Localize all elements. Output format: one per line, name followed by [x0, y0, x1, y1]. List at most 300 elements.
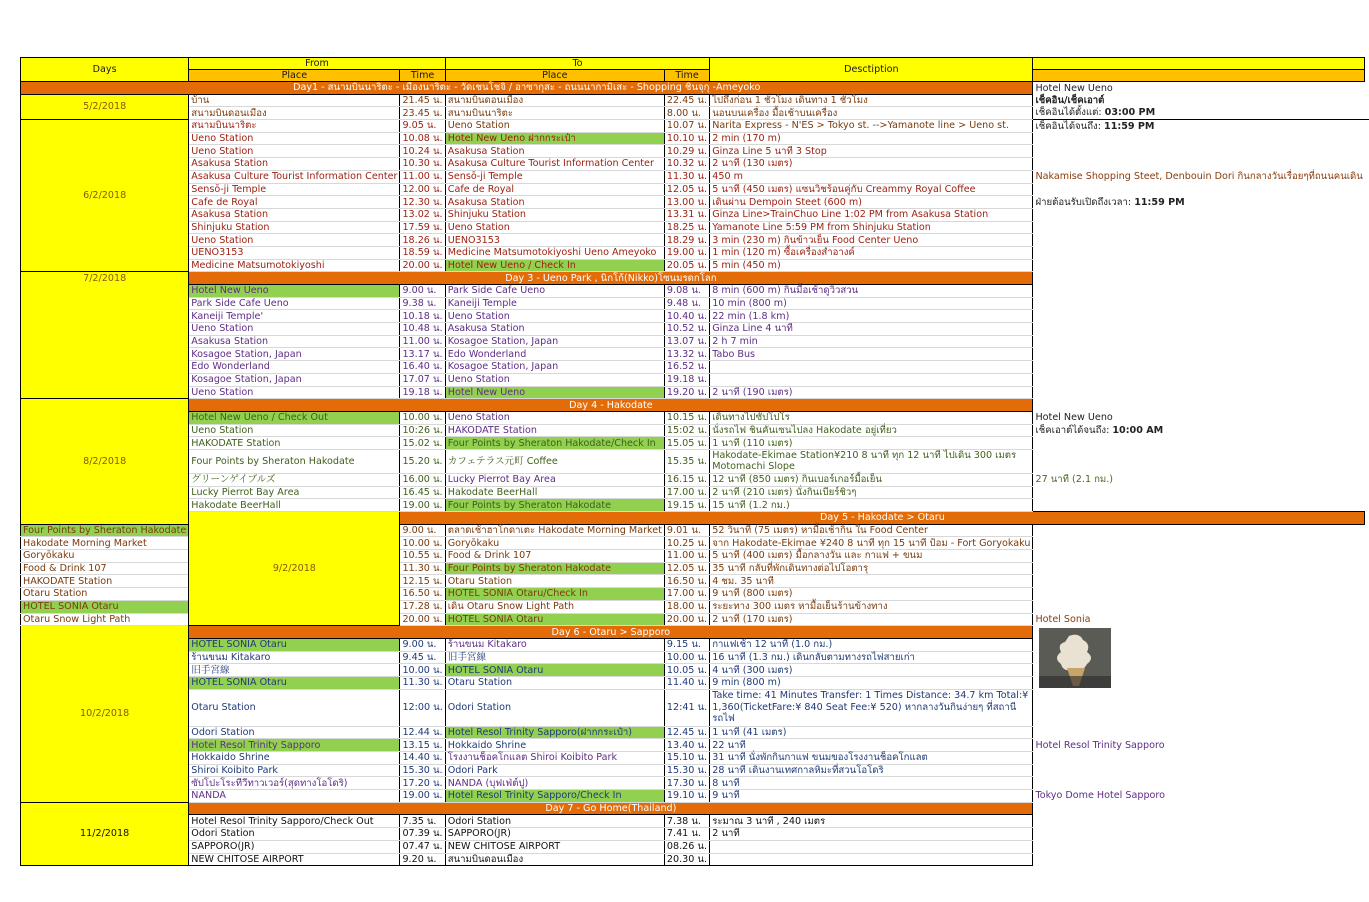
from-place: Hotel Resol Trinity Sapporo/Check Out [189, 815, 400, 828]
table-row [21, 386, 1369, 399]
to-place: Hotel New Ueno ฝากกระเป๋า [445, 132, 664, 145]
day4-banner: Day 4 - Hakodate [189, 399, 1033, 412]
to-place: UENO3153 [445, 234, 664, 247]
from-time: 13.17 น. [400, 348, 445, 361]
from-time: 12.30 น. [400, 196, 445, 209]
from-time: 13.02 น. [400, 208, 445, 221]
description: 450 m [710, 170, 1033, 183]
from-time: 10.55 น. [400, 550, 445, 563]
from-place: Odori Station [189, 726, 400, 739]
to-time: 19.18 น. [664, 373, 709, 386]
to-time: 15:02 น. [664, 424, 709, 437]
to-place: Kosagoe Station, Japan [445, 361, 664, 374]
to-place: Shinjuku Station [445, 208, 664, 221]
to-time: 7.41 น. [664, 828, 709, 841]
description: 22 min (1.8 km) [710, 310, 1033, 323]
to-time: 19.20 น. [664, 386, 709, 399]
description: Hakodate-Ekimae Station¥210 8 นาที ทุก 12 นาที ไปเดิน 300 เมตร Motomachi Slope [710, 449, 1033, 473]
to-time: 10.15 น. [664, 411, 709, 424]
day6-date: 10/2/2018 [21, 626, 189, 803]
from-time: 19.00 น. [400, 790, 445, 803]
description: 2 นาที (130 เมตร) [710, 158, 1033, 171]
itinerary-sheet [20, 57, 1363, 866]
table-row [21, 107, 1369, 120]
to-place: HOTEL SONIA Otaru [445, 613, 664, 626]
table-row [21, 739, 1369, 752]
from-time: 16.40 น. [400, 361, 445, 374]
from-place: Hotel New Ueno / Check Out [189, 411, 400, 424]
from-time: 18.59 น. [400, 246, 445, 259]
to-time: 9.48 น. [664, 297, 709, 310]
to-time: 9.08 น. [664, 285, 709, 298]
from-time: 10.48 น. [400, 323, 445, 336]
from-place: HAKODATE Station [21, 575, 189, 588]
from-time: 10.24 น. [400, 145, 445, 158]
from-time: 07.39 น. [400, 828, 445, 841]
table-row [21, 94, 1369, 107]
from-place: Ueno Station [189, 323, 400, 336]
from-time: 10.00 น. [400, 664, 445, 677]
from-time: 7.35 น. [400, 815, 445, 828]
to-time: 12.05 น. [664, 183, 709, 196]
from-time: 17.07 น. [400, 373, 445, 386]
from-time: 14.40 น. [400, 752, 445, 765]
to-time: 10.25 น. [664, 537, 709, 550]
from-place: Goryōkaku [21, 550, 189, 563]
description: 1 min (120 m) ซื้อเครื่องสำอางค์ [710, 246, 1033, 259]
description: 35 นาที กลับที่พักเดินทางต่อไปโอตารุ [710, 562, 1033, 575]
description: 9 min (800 m) [710, 676, 1033, 689]
table-row [21, 424, 1369, 437]
to-time: 10.07 น. [664, 120, 709, 133]
description: 9 นาที (800 เมตร) [710, 588, 1033, 601]
to-place: Hotel New Ueno / Check In [445, 259, 664, 272]
description [710, 361, 1033, 374]
to-place: Otaru Station [445, 676, 664, 689]
side-value: 11:59 PM [1134, 196, 1185, 208]
to-time: 10.40 น. [664, 310, 709, 323]
from-place: Edo Wonderland [189, 361, 400, 374]
day3-date: 7/2/2018 [21, 272, 189, 399]
to-time: 13.31 น. [664, 208, 709, 221]
to-time: 8.00 น. [664, 107, 709, 120]
to-time: 12.05 น. [664, 562, 709, 575]
to-place: NANDA (บุฟเฟ่ต์ปู) [445, 777, 664, 790]
from-time: 9.38 น. [400, 297, 445, 310]
description: 2 นาที [710, 828, 1033, 841]
side-value: 10:00 AM [1112, 424, 1164, 436]
to-place: Ueno Station [445, 411, 664, 424]
description: Yamanote Line 5:59 PM from Shinjuku Station [710, 221, 1033, 234]
description: 22 นาที [710, 739, 1033, 752]
from-time: 10.18 น. [400, 310, 445, 323]
from-place: Ueno Station [189, 424, 400, 437]
table-row [21, 196, 1369, 209]
from-time: 10.30 น. [400, 158, 445, 171]
table-row [21, 234, 1369, 247]
header-to: To [445, 58, 709, 70]
from-time: 11.00 น. [400, 170, 445, 183]
to-place: สนามบินนาริตะ [445, 107, 664, 120]
from-place: Medicine Matsumotokiyoshi [189, 259, 400, 272]
to-place: Hotel Resol Trinity Sapporo/Check In [445, 790, 664, 803]
description: 4 นาที (300 เมตร) [710, 664, 1033, 677]
from-place: Asakusa Station [189, 208, 400, 221]
from-place: Odori Station [189, 828, 400, 841]
description: Narita Express - N'ES > Tokyo st. -->Yamanote line > Ueno st. [710, 120, 1033, 133]
description: Tabo Bus [710, 348, 1033, 361]
side-label: เช็คเอาต์ได้จนถึง: [1035, 424, 1113, 436]
description: 2 นาที (190 เมตร) [710, 386, 1033, 399]
from-time: 11.30 น. [400, 676, 445, 689]
side-note: Hotel New Ueno [1035, 412, 1113, 424]
from-place: Sensō-ji Temple [189, 183, 400, 196]
from-time: 21.45 น. [400, 94, 445, 107]
table-row [21, 411, 1369, 424]
table-row [21, 764, 1369, 777]
header-to-time: Time [664, 70, 709, 82]
description: Take time: 41 Minutes Transfer: 1 Times Distance: 34.7 km Total:¥ 1,360(TicketFare:¥ 840 Seat Fee:¥ 520) หากลางวันกินง่ายๆ ที่สถานีรถไฟ [710, 689, 1033, 726]
table-row [21, 183, 1369, 196]
from-place: สนามบินดอนเมือง [189, 107, 400, 120]
from-time: 15.02 น. [400, 437, 445, 450]
to-place: Ueno Station [445, 120, 664, 133]
to-time: 10.00 น. [664, 651, 709, 664]
to-time: 22.45 น. [664, 94, 709, 107]
to-place: HAKODATE Station [445, 424, 664, 437]
table-row [21, 790, 1369, 803]
side-label: เช็คอินได้ตั้งแต่: [1035, 107, 1105, 119]
side-value: 03:00 PM [1104, 107, 1156, 119]
description: ระยะทาง 300 เมตร หามื้อเย็นร้านข้างทาง [710, 600, 1033, 613]
table-row [21, 815, 1369, 828]
header-from-place: Place [189, 70, 400, 82]
day7-date: 11/2/2018 [21, 802, 189, 865]
from-time: 17.59 น. [400, 221, 445, 234]
from-place: Shinjuku Station [189, 221, 400, 234]
to-place: HOTEL SONIA Otaru [445, 664, 664, 677]
from-time: 16.45 น. [400, 486, 445, 499]
description: 2 min (170 m) [710, 132, 1033, 145]
description: Ginza Line>TrainChuo Line 1:02 PM from Asakusa Station [710, 208, 1033, 221]
to-place: Medicine Matsumotokiyoshi Ueno Ameyoko [445, 246, 664, 259]
to-time: 13.00 น. [664, 196, 709, 209]
description: 8 นาที [710, 777, 1033, 790]
header-days: Days [21, 58, 189, 82]
to-time: 11.00 น. [664, 550, 709, 563]
to-place: 旧手宮線 [445, 651, 664, 664]
to-time: 20.30 น. [664, 853, 709, 866]
to-place: โรงงานช็อคโกแลต Shiroi Koibito Park [445, 752, 664, 765]
header-to-place: Place [445, 70, 664, 82]
description: เดินทางไปซัปโปโร [710, 411, 1033, 424]
to-place: Asakusa Station [445, 323, 664, 336]
to-place: NEW CHITOSE AIRPORT [445, 840, 664, 853]
from-place: HOTEL SONIA Otaru [21, 600, 189, 613]
to-place: Odori Station [445, 689, 664, 726]
day1-date: 5/2/2018 [21, 94, 189, 119]
table-row [21, 437, 1369, 450]
from-time: 9.00 น. [400, 285, 445, 298]
header-description: Desctiption [710, 58, 1033, 82]
side-note: เช็คอิน/เช็คเอาต์ [1035, 95, 1105, 107]
from-time: 23.45 น. [400, 107, 445, 120]
from-time: 17.28 น. [400, 600, 445, 613]
from-place: Food & Drink 107 [21, 562, 189, 575]
from-time: 20.00 น. [400, 259, 445, 272]
side-note: Tokyo Dome Hotel Sapporo [1035, 790, 1166, 802]
from-time: 07.47 น. [400, 840, 445, 853]
description: นั่งรถไฟ ชินคันเซนไปลง Hakodate อยู่เที่ยว [710, 424, 1033, 437]
to-time: 7.38 น. [664, 815, 709, 828]
description: 2 h 7 min [710, 335, 1033, 348]
to-time: 18.25 น. [664, 221, 709, 234]
description: 52 วินาที (75 เมตร) หามื้อเช้ากิน ใน Food Center [710, 524, 1033, 537]
to-place: Four Points by Sheraton Hakodate/Check In [445, 437, 664, 450]
description: 4 ชม. 35 นาที [710, 575, 1033, 588]
description: 8 min (600 m) กินมื้อเช้าดูวิวสวน [710, 285, 1033, 298]
to-time: 15.05 น. [664, 437, 709, 450]
to-time: 19.10 น. [664, 790, 709, 803]
table-row [21, 158, 1369, 171]
table-row [21, 499, 1369, 512]
from-place: Kosagoe Station, Japan [189, 348, 400, 361]
from-time: 12.00 น. [400, 183, 445, 196]
to-place: สนามบินดอนเมือง [445, 853, 664, 866]
table-row [21, 449, 1369, 473]
to-place: Otaru Station [445, 575, 664, 588]
day1-side-hotel: Hotel New Ueno [1035, 82, 1113, 94]
to-place: Asakusa Station [445, 145, 664, 158]
from-time: 18.26 น. [400, 234, 445, 247]
table-row [21, 373, 1369, 386]
to-place: Hakodate BeerHall [445, 486, 664, 499]
description: กาแฟเช้า 12 นาที (1.0 กม.) [710, 638, 1033, 651]
table-row [21, 348, 1369, 361]
from-time: 12:00 น. [400, 689, 445, 726]
day2-date: 6/2/2018 [21, 120, 189, 272]
from-place: Kaneiji Temple' [189, 310, 400, 323]
table-row [21, 145, 1369, 158]
to-time: 19.00 น. [664, 246, 709, 259]
to-time: 13.07 น. [664, 335, 709, 348]
to-place: Ueno Station [445, 221, 664, 234]
from-place: Ueno Station [189, 386, 400, 399]
description: 31 นาที นั่งพักกินกาแฟ ขนมของโรงงานช็อคโกแลต [710, 752, 1033, 765]
to-time: 10.32 น. [664, 158, 709, 171]
from-place: Asakusa Station [189, 158, 400, 171]
table-row [21, 221, 1369, 234]
from-place: 旧手宮線 [189, 664, 400, 677]
from-place: Asakusa Station [189, 335, 400, 348]
description [710, 840, 1033, 853]
from-time: 19.18 น. [400, 386, 445, 399]
description [710, 853, 1033, 866]
to-time: 10.52 น. [664, 323, 709, 336]
table-row [21, 726, 1369, 739]
day7-banner: Day 7 - Go Home(Thailand) [189, 802, 1033, 815]
from-time: 17.20 น. [400, 777, 445, 790]
from-place: Hakodate BeerHall [189, 499, 400, 512]
table-row [21, 689, 1369, 726]
from-place: Lucky Pierrot Bay Area [189, 486, 400, 499]
to-time: 10.29 น. [664, 145, 709, 158]
from-place: Otaru Station [189, 689, 400, 726]
from-time: 16.00 น. [400, 473, 445, 486]
to-time: 9.01 น. [664, 524, 709, 537]
from-place: NEW CHITOSE AIRPORT [189, 853, 400, 866]
side-note: 27 นาที (2.1 กม.) [1035, 474, 1114, 486]
description: 3 min (230 m) กินข้าวเย็น Food Center Ueno [710, 234, 1033, 247]
from-time: 9.45 น. [400, 651, 445, 664]
description: 1 นาที (110 เมตร) [710, 437, 1033, 450]
to-place: Kaneiji Temple [445, 297, 664, 310]
from-time: 10:26 น. [400, 424, 445, 437]
to-place: สนามบินดอนเมือง [445, 94, 664, 107]
to-time: 17.00 น. [664, 486, 709, 499]
to-place: カフェテラス元町 Coffee [445, 449, 664, 473]
description [710, 373, 1033, 386]
to-place: ตลาดเช้าฮาโกดาเตะ Hakodate Morning Market [445, 524, 664, 537]
description: 1 นาที (41 เมตร) [710, 726, 1033, 739]
from-time: 15.30 น. [400, 764, 445, 777]
description: 2 นาที (210 เมตร) นั่งกินเบียร์ชิวๆ [710, 486, 1033, 499]
from-time: 9.00 น. [400, 524, 445, 537]
from-place: Four Points by Sheraton Hakodate [21, 524, 189, 537]
from-place: UENO3153 [189, 246, 400, 259]
table-row [21, 297, 1369, 310]
from-place: Hotel New Ueno [189, 285, 400, 298]
from-place: HAKODATE Station [189, 437, 400, 450]
from-time: 20.00 น. [400, 613, 445, 626]
table-row [21, 285, 1369, 298]
from-place: Kosagoe Station, Japan [189, 373, 400, 386]
to-place: Sensō-ji Temple [445, 170, 664, 183]
to-place: Ueno Station [445, 373, 664, 386]
from-time: 19.00 น. [400, 499, 445, 512]
to-time: 16.15 น. [664, 473, 709, 486]
to-place: Park Side Cafe Ueno [445, 285, 664, 298]
from-place: HOTEL SONIA Otaru [189, 676, 400, 689]
to-time: 13.40 น. [664, 739, 709, 752]
description: 12 นาที (850 เมตร) กินเบอร์เกอร์มื้อเย็น [710, 473, 1033, 486]
table-row [21, 853, 1369, 866]
to-time: 15.30 น. [664, 764, 709, 777]
to-time: 17.00 น. [664, 588, 709, 601]
to-place: ร้านขนม Kitakaro [445, 638, 664, 651]
table-row [21, 246, 1369, 259]
from-place: บ้าน [189, 94, 400, 107]
to-place: Four Points by Sheraton Hakodate [445, 562, 664, 575]
to-time: 12:41 น. [664, 689, 709, 726]
itinerary-table [20, 57, 1369, 866]
to-time: 20.00 น. [664, 613, 709, 626]
to-place: Hokkaido Shrine [445, 739, 664, 752]
table-row [21, 310, 1369, 323]
description: ระมาณ 3 นาที , 240 เมตร [710, 815, 1033, 828]
side-value: 11:59 PM [1104, 120, 1155, 132]
from-place: Ueno Station [189, 132, 400, 145]
to-place: Lucky Pierrot Bay Area [445, 473, 664, 486]
side-note: Hotel Sonia [1035, 613, 1091, 625]
to-place: Goryōkaku [445, 537, 664, 550]
from-time: 10.08 น. [400, 132, 445, 145]
description: ไปถึงก่อน 1 ชั่วโมง เดินทาง 1 ชั่วโมง [710, 94, 1033, 107]
from-place: SAPPORO(JR) [189, 840, 400, 853]
to-place: Odori Park [445, 764, 664, 777]
soft-serve-photo [1039, 628, 1111, 688]
description: 2 นาที (170 เมตร) [710, 613, 1033, 626]
from-place: Ueno Station [189, 234, 400, 247]
to-time: 19.15 น. [664, 499, 709, 512]
from-place: Hakodate Morning Market [21, 537, 189, 550]
table-row [21, 361, 1369, 374]
table-row [21, 777, 1369, 790]
from-place: Asakusa Culture Tourist Information Center [189, 170, 400, 183]
table-row [21, 752, 1369, 765]
description: Ginza Line 4 นาที [710, 323, 1033, 336]
table-row [21, 486, 1369, 499]
to-time: 15.35 น. [664, 449, 709, 473]
description: เดินผ่าน Dempoin Steet (600 m) [710, 196, 1033, 209]
from-place: Ueno Station [189, 145, 400, 158]
table-row [21, 473, 1369, 486]
table-row [21, 132, 1369, 145]
from-place: Shiroi Koibito Park [189, 764, 400, 777]
to-time: 20.05 น. [664, 259, 709, 272]
to-time: 18.29 น. [664, 234, 709, 247]
to-time: 08.26 น. [664, 840, 709, 853]
to-time: 17.30 น. [664, 777, 709, 790]
side-note: Hotel Resol Trinity Sapporo [1035, 739, 1165, 751]
table-row [21, 259, 1369, 272]
to-place: Hotel Resol Trinity Sapporo(ฝากกระเป๋า) [445, 726, 664, 739]
to-place: Four Points by Sheraton Hakodate [445, 499, 664, 512]
from-place: Hokkaido Shrine [189, 752, 400, 765]
to-place: SAPPORO(JR) [445, 828, 664, 841]
day1-banner: Day1 - สนามบินนาริตะ - เมืองนาริตะ - วัดเชนโชจิ / อาซากุสะ - ถนนนากามิเสะ - Shopping ชินจุกุ -Ameyoko [21, 82, 1033, 95]
description: 9 นาที [710, 790, 1033, 803]
table-row [21, 208, 1369, 221]
to-time: 11.30 น. [664, 170, 709, 183]
from-time: 12.44 น. [400, 726, 445, 739]
from-time: 9.20 น. [400, 853, 445, 866]
to-time: 10.05 น. [664, 664, 709, 677]
to-place: เดิน Otaru Snow Light Path [445, 600, 664, 613]
description: นอนบนเครื่อง มื้อเช้าบนเครื่อง [710, 107, 1033, 120]
to-place: Cafe de Royal [445, 183, 664, 196]
to-place: Ueno Station [445, 310, 664, 323]
description: จาก Hakodate-Ekimae ¥240 8 นาที ทุก 15 นาที ป้อม - Fort Goryokaku [710, 537, 1033, 550]
table-row [21, 840, 1369, 853]
from-place: NANDA [189, 790, 400, 803]
from-place: สนามบินนาริตะ [189, 120, 400, 133]
description: 5 min (450 m) [710, 259, 1033, 272]
from-time: 9.00 น. [400, 638, 445, 651]
to-place: Asakusa Station [445, 196, 664, 209]
from-place: ร้านขนม Kitakaro [189, 651, 400, 664]
from-place: Hotel Resol Trinity Sapporo [189, 739, 400, 752]
side-note: Nakamise Shopping Steet, Denbouin Dori กินกลางวันเรื่อยๆที่ถนนคนเดิน [1035, 171, 1363, 183]
day5-banner: Day 5 - Hakodate > Otaru [400, 512, 1365, 525]
description: 28 นาที เดินงานเทศกาลหิมะที่สวนโอโดริ [710, 764, 1033, 777]
from-place: Otaru Station [21, 588, 189, 601]
from-time: 11.00 น. [400, 335, 445, 348]
to-time: 18.00 น. [664, 600, 709, 613]
from-place: ซัปโปะโระทีวีทาวเวอร์(สุดทางโอโดริ) [189, 777, 400, 790]
side-label: ฝ่ายต้อนรับเปิดถึงเวลา: [1035, 196, 1135, 208]
from-time: 10.00 น. [400, 411, 445, 424]
